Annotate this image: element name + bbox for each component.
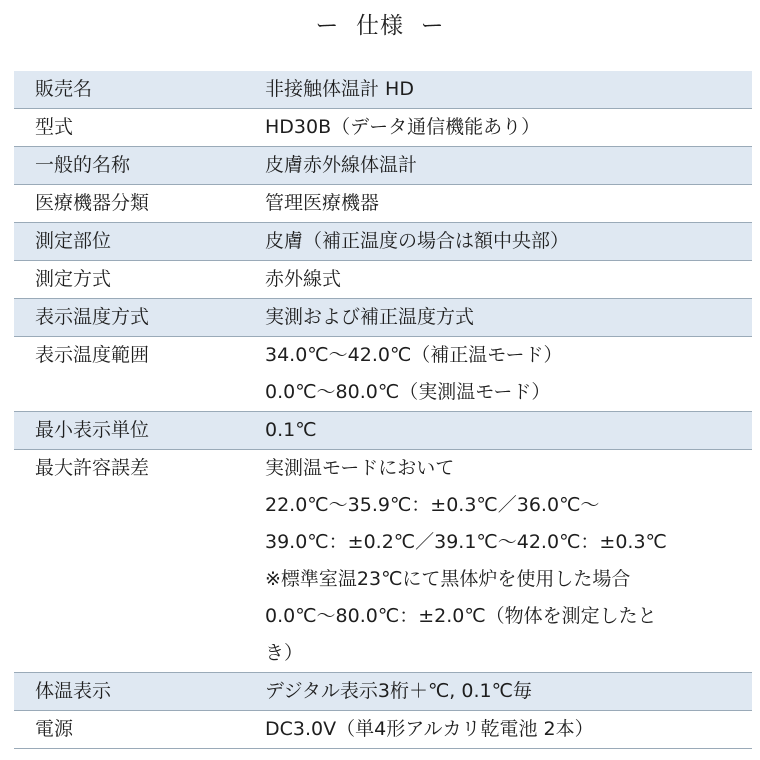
spec-value-line: 0.0℃～80.0℃（実測温モード） — [265, 381, 551, 403]
spec-value-line: DC3.0V（単4形アルカリ乾電池 2本） — [265, 718, 594, 740]
spec-value — [250, 337, 752, 411]
spec-label: 医療機器分類 — [35, 192, 150, 214]
spec-row-temp-display — [14, 673, 752, 711]
spec-row-device-class — [14, 185, 752, 223]
spec-label: 表示温度範囲 — [35, 344, 150, 366]
spec-value — [250, 450, 752, 672]
spec-value — [250, 109, 752, 146]
spec-label: 販売名 — [35, 78, 93, 100]
spec-value-line: 0.1℃ — [265, 419, 317, 441]
spec-value — [250, 261, 752, 298]
spec-label: 体温表示 — [35, 680, 112, 702]
spec-label: 測定部位 — [35, 230, 112, 252]
spec-row-model — [14, 109, 752, 147]
spec-value-line: 管理医療機器 — [265, 192, 380, 214]
spec-row-power — [14, 711, 752, 749]
spec-value-line: デジタル表示3桁＋℃, 0.1℃毎 — [265, 680, 532, 702]
spec-row-sales-name — [14, 71, 752, 109]
spec-label: 一般的名称 — [35, 154, 131, 176]
spec-row-generic-name — [14, 147, 752, 185]
spec-row-display-method — [14, 299, 752, 337]
spec-value-line: 0.0℃～80.0℃：±2.0℃（物体を測定したと — [265, 605, 657, 627]
spec-value-line: 皮膚（補正温度の場合は額中央部） — [265, 230, 570, 252]
spec-row-measurement-site — [14, 223, 752, 261]
spec-row-max-error — [14, 450, 752, 673]
spec-value — [250, 223, 752, 260]
spec-value-line: 実測温モードにおいて — [265, 457, 455, 479]
spec-value — [250, 412, 752, 449]
spec-value — [250, 711, 752, 748]
page-title: ー 仕様 ー — [315, 13, 445, 39]
spec-value-line: き） — [265, 642, 304, 664]
spec-value-line: 34.0℃～42.0℃（補正温モード） — [265, 344, 563, 366]
spec-value — [250, 299, 752, 336]
spec-value-line: 赤外線式 — [265, 268, 342, 290]
spec-value — [250, 185, 752, 222]
spec-label: 表示温度方式 — [35, 306, 150, 328]
spec-value — [250, 71, 752, 108]
spec-label: 測定方式 — [35, 268, 112, 290]
spec-value — [250, 147, 752, 184]
spec-row-measurement-method — [14, 261, 752, 299]
spec-value-line: 皮膚赤外線体温計 — [265, 154, 418, 176]
spec-label: 型式 — [35, 116, 74, 138]
spec-value — [250, 673, 752, 710]
spec-value-line: 非接触体温計 HD — [265, 78, 414, 100]
spec-table — [14, 71, 752, 749]
spec-row-display-range — [14, 337, 752, 412]
spec-value-line: 実測および補正温度方式 — [265, 306, 475, 328]
spec-value-line: HD30B（データ通信機能あり） — [265, 116, 541, 138]
spec-label: 最小表示単位 — [35, 419, 150, 441]
spec-label: 最大許容誤差 — [35, 457, 150, 479]
spec-row-min-unit — [14, 412, 752, 450]
spec-value-line: 22.0℃～35.9℃：±0.3℃／36.0℃～ — [265, 494, 600, 516]
spec-value-line: 39.0℃：±0.2℃／39.1℃～42.0℃：±0.3℃ — [265, 531, 667, 553]
spec-label: 電源 — [35, 718, 74, 740]
spec-value-line: ※標準室温23℃にて黒体炉を使用した場合 — [265, 568, 631, 590]
